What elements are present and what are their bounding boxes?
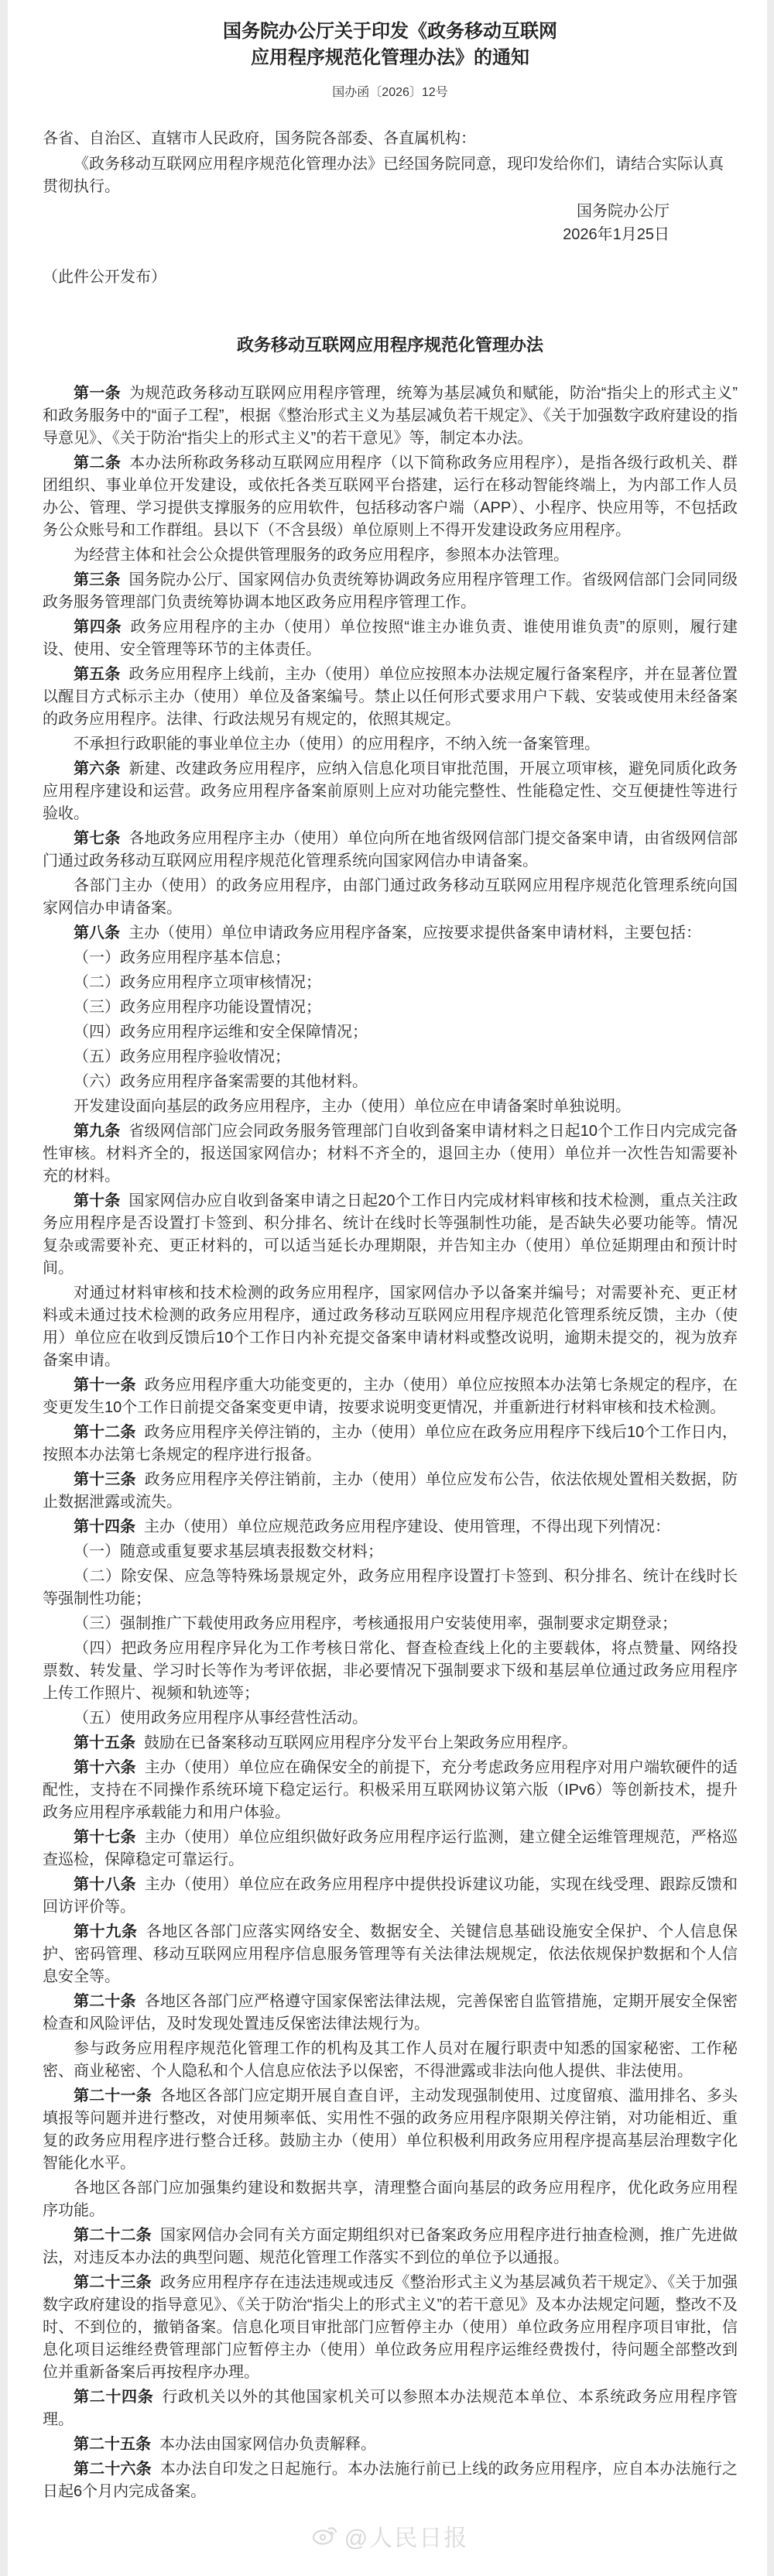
measures-paragraph <box>43 2272 738 2384</box>
paragraph-text: （一）随意或重复要求基层填表报数交材料； <box>74 1543 383 1560</box>
paragraph-text: 主办（使用）单位应在政务应用程序中提供投诉建议功能，实现在线受理、跟踪反馈和回访评价等。 <box>43 1876 738 1916</box>
article-number: 第十四条 <box>74 1518 135 1535</box>
article-number: 第二十三条 <box>74 2274 152 2291</box>
signer: 国务院办公厅 <box>577 203 670 220</box>
document-page <box>8 0 767 2576</box>
measures-paragraph <box>43 1757 738 1824</box>
paragraph-text: 主办（使用）单位申请政务应用程序备案，应按要求提供备案申请材料，主要包括： <box>128 924 701 942</box>
measures-section <box>43 332 738 2503</box>
article-number: 第二十二条 <box>74 2227 152 2244</box>
measures-paragraph <box>43 828 738 873</box>
notice-title-line2: 应用程序规范化管理办法》的通知 <box>251 47 529 68</box>
paragraph-text: （三）强制推广下载使用政务应用程序，考核通报用户安装使用率，强制要求定期登录； <box>74 1615 677 1632</box>
paragraph-text: 本办法自印发之日起施行。本办法施行前已上线的政务应用程序，应自本办法施行之日起6个月内完成备案。 <box>43 2461 738 2500</box>
measures-paragraph <box>43 1120 738 1188</box>
article-number: 第十九条 <box>74 1923 138 1940</box>
paragraph-text: （二）除安保、应急等特殊场景规定外，政务应用程序设置打卡签到、积分排名、统计在线时长等强制性功能； <box>43 1568 738 1607</box>
signature-block <box>43 200 738 246</box>
paragraph-text: 为经营主体和社会公众提供管理服务的政务应用程序，参照本办法管理。 <box>74 547 569 564</box>
paragraph-text: 本办法所称政务移动互联网应用程序（以下简称政务应用程序），是指各级行政机关、群团组织、事业单位开发建设，或依托各类互联网平台搭建，运行在移动智能终端上，为内部工作人员办公、管理、学习提供支撑服务的应用软件，包括移动客户端（APP）、小程序、快应用等，不包括政务公众账号和工作群组。县以下（不含县级）单位原则上不得开发建设政务应用程序。 <box>43 454 738 539</box>
notice-title <box>43 19 738 71</box>
measures-paragraph <box>43 2434 738 2456</box>
weibo-icon <box>312 2523 340 2550</box>
salutation: 各省、自治区、直辖市人民政府，国务院各部委、各直属机构： <box>43 130 476 147</box>
measures-paragraph <box>43 1021 738 1044</box>
measures-paragraph <box>43 544 738 567</box>
measures-paragraph <box>43 875 738 920</box>
article-number: 第七条 <box>74 830 121 847</box>
measures-paragraph <box>43 1991 738 2036</box>
measures-paragraph <box>43 1190 738 1280</box>
paragraph-text: 国家网信办应自收到备案申请之日起20个工作日内完成材料审核和技术检测，重点关注政务应用程序是否设置打卡签到、积分排名、统计在线时长等强制性功能，是否缺失必要功能等。情况复杂或需要补充、更正材料的，可以适当延长办理期限，并告知主办（使用）单位延期理由和预计时间。 <box>43 1192 738 1277</box>
article-number: 第十八条 <box>74 1876 136 1893</box>
article-number: 第十三条 <box>74 1471 136 1488</box>
measures-paragraph <box>43 1613 738 1635</box>
measures-paragraph <box>43 996 738 1019</box>
article-number: 第二十一条 <box>74 2087 152 2104</box>
paragraph-text: 对通过材料审核和技术检测的政务应用程序，国家网信办予以备案并编号；对需要补充、更正材料或未通过技术检测的政务应用程序，通过政务移动互联网应用程序规范化管理系统反馈，主办（使用）单位应在收到反馈后10个工作日内补充提交备案申请材料或整改说明，逾期未提交的，视为放弃备案申请。 <box>43 1285 738 1369</box>
measures-paragraph <box>43 2224 738 2269</box>
article-number: 第九条 <box>74 1123 121 1140</box>
paragraph-text: 政务应用程序关停注销的，主办（使用）单位应在政务应用程序下线后10个工作日内，按照本办法第七条规定的程序进行报备。 <box>43 1424 738 1463</box>
article-number: 第十条 <box>74 1192 121 1209</box>
paragraph-text: 行政机关以外的其他国家机关可以参照本办法规范本单位、本系统政务应用程序管理。 <box>43 2389 738 2428</box>
measures-paragraph <box>43 1827 738 1871</box>
measures-paragraph <box>43 733 738 756</box>
measures-paragraph <box>43 1071 738 1093</box>
measures-paragraph <box>43 1282 738 1372</box>
sign-date: 2026年1月25日 <box>563 226 670 243</box>
measures-paragraph <box>43 922 738 945</box>
article-number: 第五条 <box>74 666 121 683</box>
paragraph-text: （四）把政务应用程序异化为工作考核日常化、督查检查线上化的主要载体，将点赞量、网络投票数、转发量、学习时长等作为考评依据，非必要情况下强制要求下级和基层单位通过政务应用程序上传工作照片、视频和轨迹等； <box>43 1640 738 1702</box>
paragraph-text: （一）政务应用程序基本信息； <box>74 949 290 966</box>
paragraph-text: 政务应用程序关停注销前，主办（使用）单位应发布公告，依法依规处置相关数据，防止数据泄露或流失。 <box>43 1471 738 1511</box>
paragraph-text: 政务应用程序上线前，主办（使用）单位应按照本办法规定履行备案程序，并在显著位置以醒目方式标示主办（使用）单位及备案编号。禁止以任何形式要求用户下载、安装或使用未经备案的政务应用程序。法律、行政法规另有规定的，依照其规定。 <box>43 666 738 728</box>
paragraph-text: 主办（使用）单位应在确保安全的前提下，充分考虑政务应用程序对用户端软硬件的适配性，支持在不同操作系统环境下稳定运行。积极采用互联网协议第六版（IPv6）等创新技术，提升政务应用程序承载能力和用户体验。 <box>43 1759 738 1821</box>
paragraph-text: 参与政务应用程序规范化管理工作的机构及其工作人员对在履行职责中知悉的国家秘密、工作秘密、商业秘密、个人隐私和个人信息应依法予以保密，不得泄露或非法向他人提供、非法使用。 <box>43 2040 738 2080</box>
paragraph-text: 各地区各部门应定期开展自查自评，主动发现强制使用、过度留痕、滥用排名、多头填报等问题并进行整改，对使用频率低、实用性不强的政务应用程序限期关停注销，对功能相近、重复的政务应用程序进行整合迁移。鼓励主办（使用）单位积极利用政务应用程序提高基层治理数字化智能化水平。 <box>43 2087 738 2172</box>
paragraph-text: 各地政务应用程序主办（使用）单位向所在地省级网信部门提交备案申请，由省级网信部门通过政务移动互联网应用程序规范化管理系统向国家网信办申请备案。 <box>43 830 738 870</box>
article-number: 第二十条 <box>74 1993 136 2010</box>
measures-paragraph <box>43 2177 738 2222</box>
measures-paragraph <box>43 1046 738 1068</box>
article-number: 第二条 <box>74 454 122 472</box>
measures-paragraph <box>43 1732 738 1754</box>
paragraph-text: 鼓励在已备案移动互联网应用程序分发平台上架政务应用程序。 <box>144 1734 577 1751</box>
measures-paragraph <box>43 1566 738 1610</box>
article-number: 第二十六条 <box>74 2461 152 2478</box>
article-number: 第十一条 <box>74 1377 136 1394</box>
paragraph-text: （五）使用政务应用程序从事经营性活动。 <box>74 1710 368 1727</box>
paragraph-text: 省级网信部门应会同政务服务管理部门自收到备案申请材料之日起10个工作日内完成完备性审核。材料齐全的，报送国家网信办；材料不齐全的，退回主办（使用）单位并一次性告知需要补充的材料。 <box>43 1123 738 1185</box>
article-number: 第一条 <box>74 385 121 402</box>
measures-paragraph <box>43 1541 738 1563</box>
measures-paragraph <box>43 569 738 614</box>
article-number: 第十二条 <box>74 1424 136 1441</box>
measures-paragraphs <box>43 382 738 2503</box>
paragraph-text: （五）政务应用程序验收情况； <box>74 1048 290 1065</box>
article-number: 第二十四条 <box>74 2389 154 2406</box>
measures-paragraph <box>43 2038 738 2083</box>
measures-title: 政务移动互联网应用程序规范化管理办法 <box>236 335 543 355</box>
paragraph-text: 为规范政务移动互联网应用程序管理，统筹为基层减负和赋能，防治“指尖上的形式主义”和政务服务中的“面子工程”，根据《整治形式主义为基层减负若干规定》、《关于加强数字政府建设的指导意见》、《关于防治“指尖上的形式主义”的若干意见》等，制定本办法。 <box>43 385 738 447</box>
watermark-source: @人民日报 <box>344 2526 469 2551</box>
measures-paragraph <box>43 758 738 825</box>
paragraph-text: 政务应用程序的主办（使用）单位按照“谁主办谁负责、谁使用谁负责”的原则，履行建设、使用、安全管理等环节的主体责任。 <box>43 619 738 658</box>
paragraph-text: 新建、改建政务应用程序，应纳入信息化项目审批范围，开展立项审核，避免同质化政务应用程序建设和运营。政务应用程序备案前原则上应对功能完整性、性能稳定性、交互便捷性等进行验收。 <box>43 760 738 822</box>
measures-paragraph <box>43 1422 738 1466</box>
measures-paragraph <box>43 2085 738 2175</box>
measures-paragraph <box>43 1921 738 1988</box>
article-number: 第六条 <box>74 760 121 777</box>
paragraph-text: （三）政务应用程序功能设置情况； <box>74 999 321 1016</box>
notice-body: 《政务移动互联网应用程序规范化管理办法》已经国务院同意，现印发给你们，请结合实际认真贯彻执行。 <box>43 156 724 195</box>
paragraph-text: （六）政务应用程序备案需要的其他材料。 <box>74 1073 368 1090</box>
measures-paragraph <box>43 1374 738 1419</box>
measures-paragraph <box>43 947 738 969</box>
article-number: 第四条 <box>74 619 122 636</box>
article-number: 第二十五条 <box>74 2436 151 2453</box>
measures-paragraph <box>43 452 738 542</box>
watermark <box>43 2519 738 2553</box>
measures-paragraph <box>43 1096 738 1118</box>
article-number: 第三条 <box>74 571 121 588</box>
paragraph-text: 各地区各部门应加强集约建设和数据共享，清理整合面向基层的政务应用程序，优化政务应用程序功能。 <box>43 2180 738 2219</box>
measures-paragraph <box>43 1469 738 1514</box>
measures-paragraph <box>43 616 738 661</box>
publish-note: （此件公开发布） <box>43 269 166 286</box>
measures-paragraph <box>43 1707 738 1730</box>
paragraph-text: 开发建设面向基层的政务应用程序，主办（使用）单位应在申请备案时单独说明。 <box>74 1098 631 1115</box>
measures-paragraph <box>43 664 738 731</box>
measures-paragraph <box>43 1638 738 1705</box>
paragraph-text: 主办（使用）单位应规范政务应用程序建设、使用管理，不得出现下列情况： <box>144 1518 670 1535</box>
article-number: 第八条 <box>74 924 120 942</box>
paragraph-text: 各部门主办（使用）的政务应用程序，由部门通过政务移动互联网应用程序规范化管理系统向国家网信办申请备案。 <box>43 877 738 917</box>
measures-paragraph <box>43 382 738 450</box>
paragraph-text: 国家网信办会同有关方面定期组织对已备案政务应用程序进行抽查检测，推广先进做法，对违反本办法的典型问题、规范化管理工作落实不到位的单位予以通报。 <box>43 2227 738 2266</box>
article-number: 第十六条 <box>74 1759 136 1776</box>
paragraph-text: （二）政务应用程序立项审核情况； <box>74 974 321 991</box>
paragraph-text: 各地区各部门应落实网络安全、数据安全、关键信息基础设施安全保护、个人信息保护、密码管理、移动互联网应用程序信息服务管理等有关法律法规规定，依法依规保护数据和个人信息安全等。 <box>43 1923 738 1985</box>
paragraph-text: （四）政务应用程序运维和安全保障情况； <box>74 1024 368 1041</box>
paragraph-text: 国务院办公厅、国家网信办负责统筹协调政务应用程序管理工作。省级网信部门会同同级政务服务管理部门负责统筹协调本地区政务应用程序管理工作。 <box>43 571 738 611</box>
paragraph-text: 各地区各部门应严格遵守国家保密法律法规，完善保密自监管措施，定期开展安全保密检查和风险评估，及时发现处置违反保密法律法规行为。 <box>43 1993 738 2032</box>
paragraph-text: 本办法由国家网信办负责解释。 <box>159 2436 376 2453</box>
measures-paragraph <box>43 1874 738 1919</box>
paragraph-text: 政务应用程序重大功能变更的，主办（使用）单位应按照本办法第七条规定的程序，在变更发生10个工作日前提交备案变更申请，按要求说明变更情况，并重新进行材料审核和技术检测。 <box>43 1377 738 1416</box>
document-number: 国办函〔2026〕12号 <box>332 86 448 99</box>
article-number: 第十五条 <box>74 1734 135 1751</box>
paragraph-text: 主办（使用）单位应组织做好政务应用程序运行监测，建立健全运维管理规范，严格巡查巡检，保障稳定可靠运行。 <box>43 1829 738 1868</box>
paragraph-text: 政务应用程序存在违法违规或违反《整治形式主义为基层减负若干规定》、《关于加强数字政府建设的指导意见》、《关于防治“指尖上的形式主义”的若干意见》及本办法规定问题，整改不及时、不到位的，撤销备案。信息化项目审批部门应暂停主办（使用）单位政务应用程序项目审批，信息化项目运维经费管理部门应暂停主办（使用）单位政务应用程序运维经费拨付，待问题全部整改到位并重新备案后再按程序办理。 <box>43 2274 738 2381</box>
paragraph-text: 不承担行政职能的事业单位主办（使用）的应用程序，不纳入统一备案管理。 <box>74 736 600 753</box>
measures-paragraph <box>43 1516 738 1538</box>
measures-paragraph <box>43 972 738 994</box>
notice-title-line1: 国务院办公厅关于印发《政务移动互联网 <box>223 21 557 42</box>
article-number: 第十七条 <box>74 1829 136 1846</box>
measures-paragraph <box>43 2458 738 2503</box>
measures-paragraph <box>43 2386 738 2431</box>
